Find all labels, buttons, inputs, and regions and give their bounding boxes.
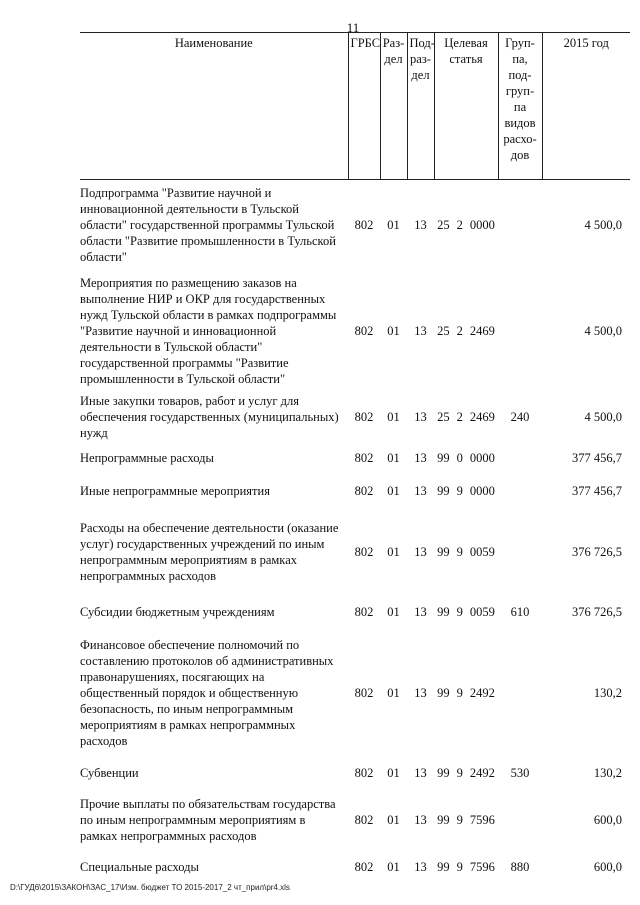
row-grbs: 802 [354, 859, 374, 874]
row-podrazdel: 13 [414, 812, 427, 827]
row-sum: 130,2 [593, 765, 622, 780]
header-razdel: Раз- дел [380, 33, 407, 180]
row-grbs: 802 [354, 451, 374, 465]
header-podrazdel: Под- раз- дел [407, 33, 434, 180]
row-celevaya-part: 99 [437, 604, 450, 619]
row-razdel: 01 [387, 484, 400, 498]
row-celevaya-statya [434, 628, 498, 758]
page-number: 11 [346, 20, 360, 35]
row-podrazdel: 13 [414, 765, 427, 780]
row-celevaya-part: 25 [437, 217, 450, 232]
row-vid-rashodov [498, 628, 542, 758]
row-celevaya-part: 99 [437, 812, 450, 827]
row-sum: 600,0 [593, 859, 622, 874]
table-row [80, 508, 630, 596]
row-grbs: 802 [354, 765, 374, 780]
table-row [80, 442, 630, 475]
row-celevaya-part: 0000 [469, 217, 495, 232]
row-celevaya-part: 2469 [469, 409, 495, 424]
row-celevaya-part: 9 [456, 765, 463, 780]
row-podrazdel: 13 [414, 859, 427, 874]
row-celevaya-part: 25 [437, 323, 450, 338]
row-razdel: 01 [387, 217, 400, 232]
row-vid-rashodov: 530 [510, 765, 530, 780]
row-podrazdel: 13 [414, 451, 427, 465]
row-razdel: 01 [387, 812, 400, 827]
row-sum: 377 456,7 [572, 484, 622, 498]
header-name: Наименование [80, 33, 348, 180]
row-celevaya-statya [434, 392, 498, 442]
row-sum: 376 726,5 [572, 544, 622, 559]
row-vid-rashodov: 240 [510, 409, 530, 424]
row-celevaya-part: 2469 [469, 323, 495, 338]
row-celevaya-part: 0059 [469, 604, 495, 619]
row-razdel: 01 [387, 323, 400, 338]
row-celevaya-part: 99 [437, 765, 450, 780]
row-celevaya-part: 2 [456, 217, 463, 232]
row-vid-rashodov [498, 442, 542, 475]
row-sum: 4 500,0 [584, 409, 622, 424]
row-celevaya-part: 9 [456, 544, 463, 559]
row-grbs: 802 [354, 685, 374, 700]
row-vid-rashodov [498, 508, 542, 596]
row-celevaya-part: 9 [456, 604, 463, 619]
row-vid-rashodov [498, 788, 542, 852]
row-grbs: 802 [354, 544, 374, 559]
row-celevaya-part: 25 [437, 409, 450, 424]
row-grbs: 802 [354, 812, 374, 827]
table-row [80, 180, 630, 270]
row-name: Подпрограмма "Развитие научной и инновационной деятельности в Тульской области" государственной программы Тульской области "Развитие промышленности в Тульской области" [80, 185, 336, 264]
row-celevaya-statya [434, 758, 498, 788]
row-celevaya-part: 99 [437, 859, 450, 874]
file-path-footer: D:\ГУД6\2015\ЗАКОН\ЗАС_17\Изм. бюджет ТО 2015-2017_2 чт_прил\pr4.xls [10, 883, 290, 892]
budget-table [80, 32, 630, 882]
row-name: Субвенции [80, 765, 139, 780]
row-celevaya-part: 2492 [469, 765, 495, 780]
row-celevaya-statya [434, 270, 498, 392]
row-celevaya-part: 9 [456, 685, 463, 700]
row-celevaya-part: 7596 [469, 812, 495, 827]
row-grbs: 802 [354, 323, 374, 338]
row-celevaya-part: 9 [456, 859, 463, 874]
header-vid-rashodov: Груп- па, под- груп- па видов расхо- дов [498, 33, 542, 180]
row-celevaya-statya [434, 852, 498, 882]
row-name: Прочие выплаты по обязательствам государства по иным непрограммным мероприятиям в рамках непрограммных расходов [80, 796, 336, 843]
table-row [80, 475, 630, 508]
row-celevaya-part: 2 [456, 409, 463, 424]
row-sum: 4 500,0 [584, 323, 622, 338]
row-celevaya-statya [434, 788, 498, 852]
row-grbs: 802 [354, 484, 374, 498]
row-celevaya-statya [434, 596, 498, 628]
row-celevaya-part: 9 [456, 484, 463, 498]
row-grbs: 802 [354, 217, 374, 232]
row-razdel: 01 [387, 544, 400, 559]
table-row [80, 758, 630, 788]
row-vid-rashodov [498, 180, 542, 270]
row-celevaya-part: 0000 [469, 451, 495, 465]
row-celevaya-part: 0 [456, 451, 463, 465]
table-row [80, 852, 630, 882]
row-celevaya-part: 0059 [469, 544, 495, 559]
row-razdel: 01 [387, 604, 400, 619]
header-sum-2015: 2015 год [542, 33, 630, 180]
row-razdel: 01 [387, 409, 400, 424]
row-name: Субсидии бюджетным учреждениям [80, 604, 275, 619]
table-row [80, 392, 630, 442]
table-row [80, 628, 630, 758]
row-name: Непрограммные расходы [80, 451, 214, 465]
table-row [80, 270, 630, 392]
row-celevaya-part: 2492 [469, 685, 495, 700]
row-podrazdel: 13 [414, 323, 427, 338]
row-podrazdel: 13 [414, 409, 427, 424]
row-celevaya-part: 99 [437, 451, 450, 465]
row-name: Иные закупки товаров, работ и услуг для обеспечения государственных (муниципальных) нужд [80, 393, 339, 440]
row-podrazdel: 13 [414, 484, 427, 498]
row-sum: 600,0 [593, 812, 622, 827]
row-celevaya-part: 7596 [469, 859, 495, 874]
row-razdel: 01 [387, 765, 400, 780]
row-vid-rashodov [498, 475, 542, 508]
row-name: Мероприятия по размещению заказов на выполнение НИР и ОКР для государственных нужд Тульской области в рамках подпрограммы "Развитие научной и инновационной деятельности в Тульской области" государственной программы "Развитие промышленности в Тульской области" [80, 275, 337, 386]
row-podrazdel: 13 [414, 217, 427, 232]
row-sum: 376 726,5 [572, 604, 622, 619]
row-name: Финансовое обеспечение полномочий по составлению протоколов об административных правонарушениях, посягающих на общественный порядок и общественную безопасность, по иным непрограммным мероприятиям в рамках непрограммных расходов [80, 637, 334, 748]
row-celevaya-part: 9 [456, 812, 463, 827]
row-vid-rashodov: 610 [510, 604, 530, 619]
table-row [80, 596, 630, 628]
header-grbs: ГРБС [348, 33, 380, 180]
row-grbs: 802 [354, 604, 374, 619]
row-celevaya-statya [434, 475, 498, 508]
header-celevaya-statya: Целевая статья [434, 33, 498, 180]
row-sum: 130,2 [593, 685, 622, 700]
row-podrazdel: 13 [414, 604, 427, 619]
row-grbs: 802 [354, 409, 374, 424]
row-celevaya-part: 99 [437, 544, 450, 559]
row-sum: 4 500,0 [584, 217, 622, 232]
row-celevaya-statya [434, 442, 498, 475]
row-celevaya-part: 0000 [469, 484, 495, 498]
row-celevaya-part: 2 [456, 323, 463, 338]
row-name: Иные непрограммные мероприятия [80, 484, 270, 498]
row-celevaya-statya [434, 508, 498, 596]
row-razdel: 01 [387, 685, 400, 700]
row-celevaya-part: 99 [437, 685, 450, 700]
row-celevaya-statya [434, 180, 498, 270]
table-row [80, 788, 630, 852]
header-row [80, 33, 630, 180]
row-razdel: 01 [387, 859, 400, 874]
row-razdel: 01 [387, 451, 400, 465]
row-sum: 377 456,7 [572, 451, 622, 465]
row-vid-rashodov [498, 270, 542, 392]
row-celevaya-part: 99 [437, 484, 450, 498]
row-vid-rashodov: 880 [510, 859, 530, 874]
row-podrazdel: 13 [414, 685, 427, 700]
row-podrazdel: 13 [414, 544, 427, 559]
row-name: Специальные расходы [80, 859, 199, 874]
row-name: Расходы на обеспечение деятельности (оказание услуг) государственных учреждений по иным непрограммным мероприятиям в рамках непрограммных расходов [80, 520, 339, 583]
